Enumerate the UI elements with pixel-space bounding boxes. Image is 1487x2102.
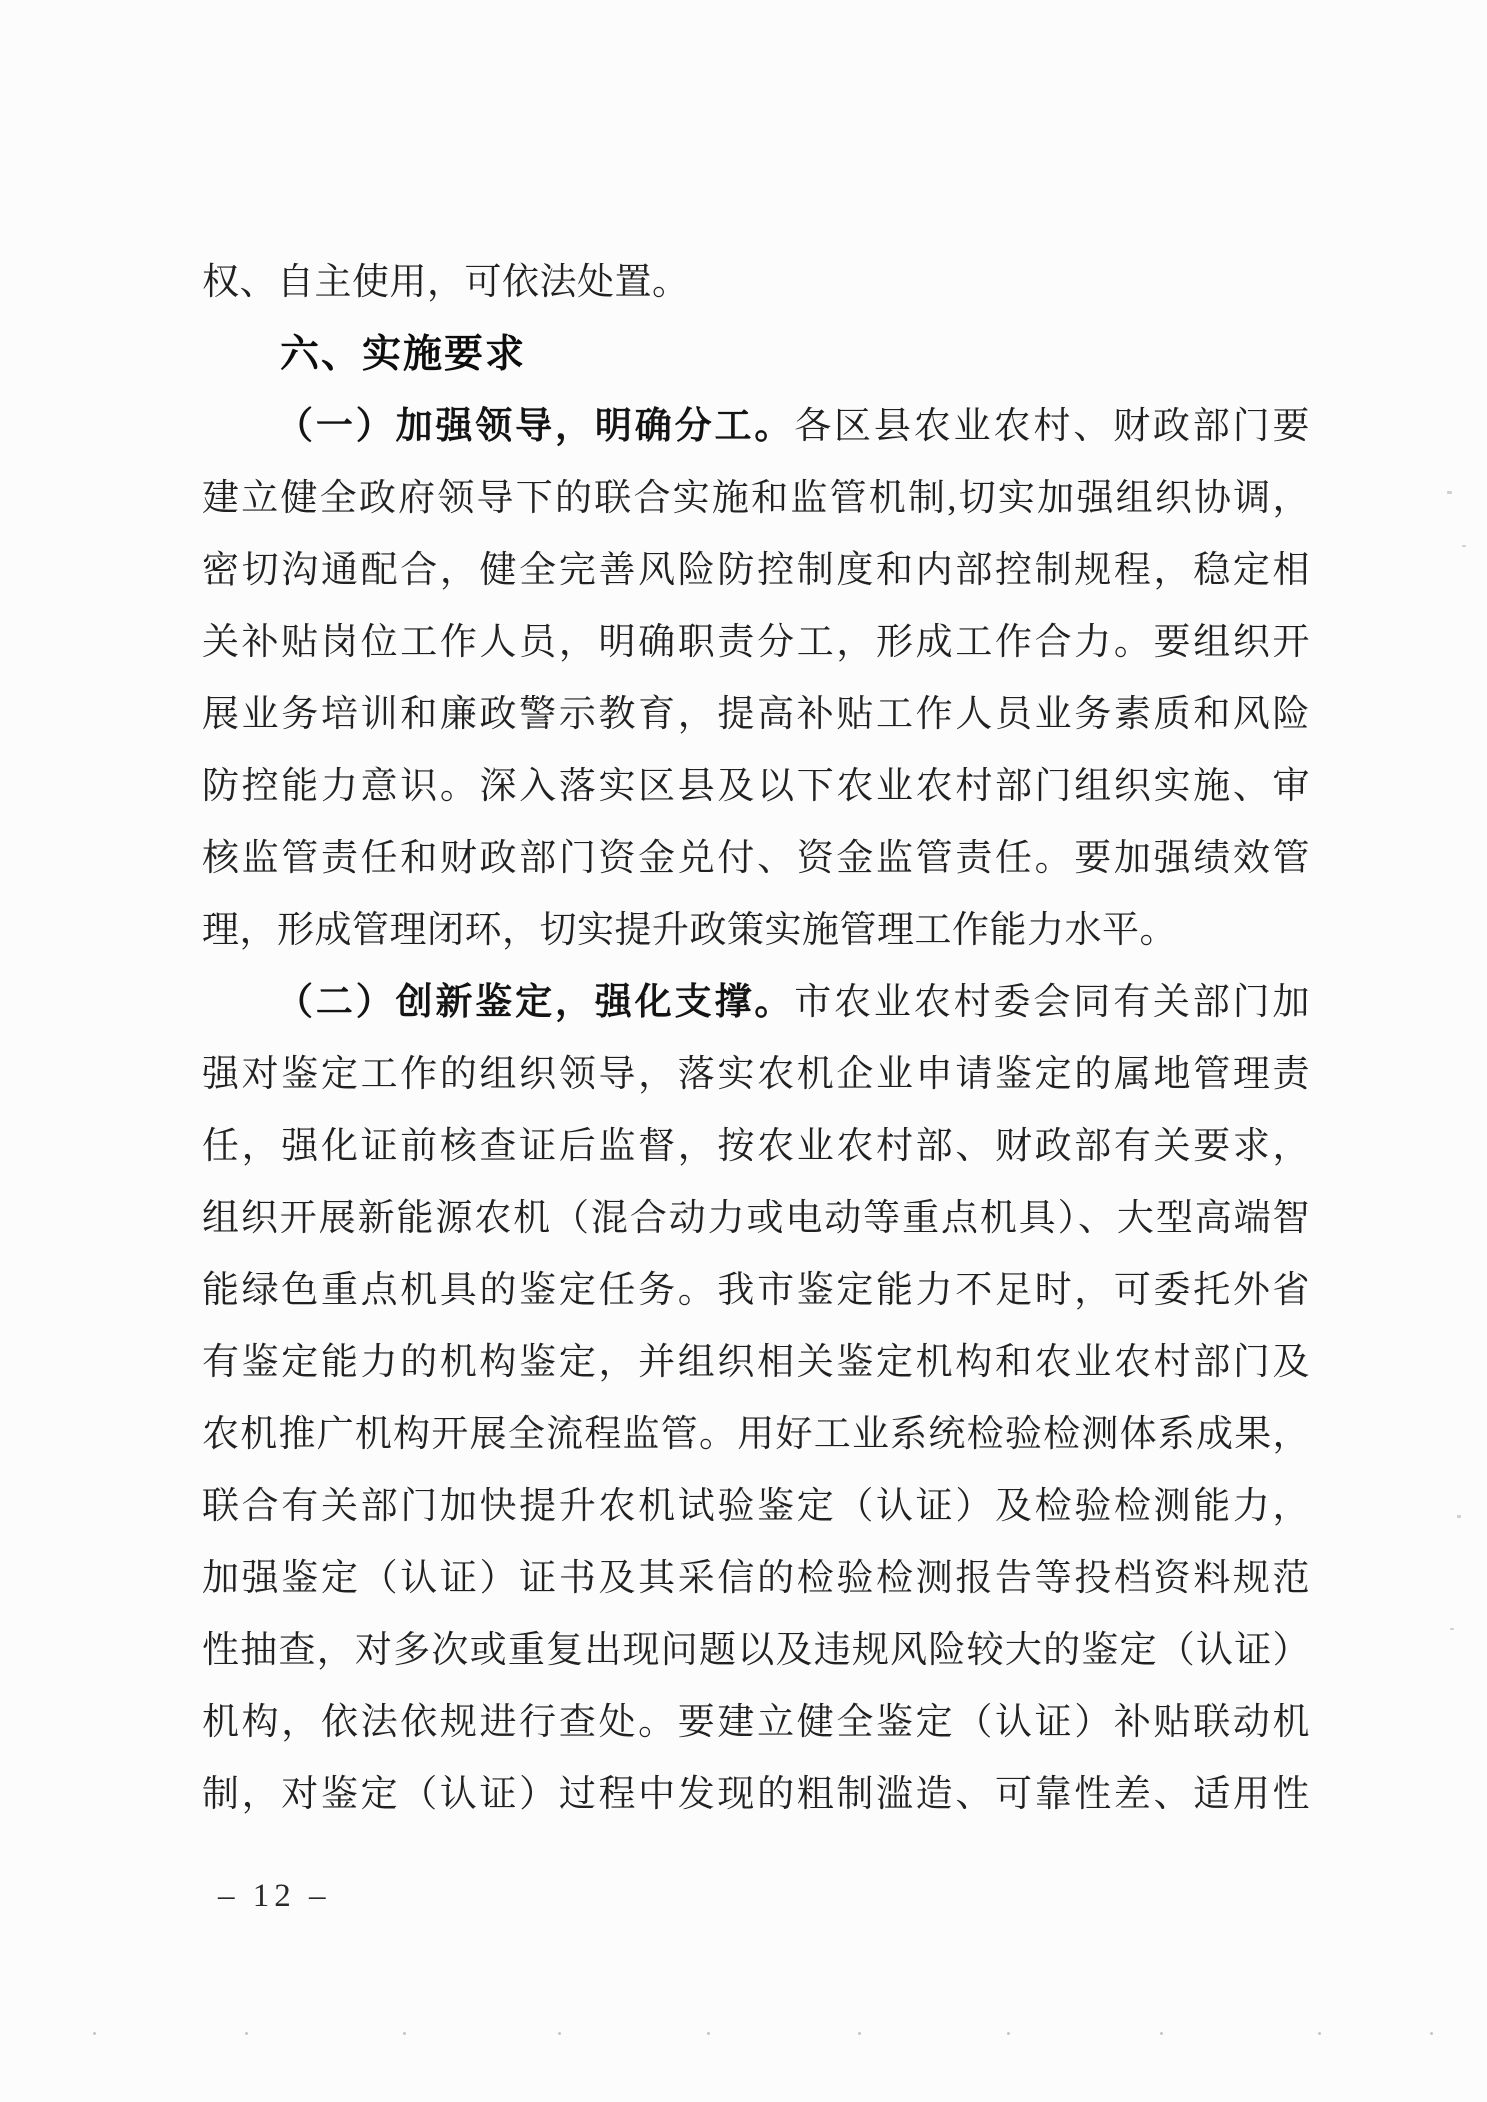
paragraph-lead-rest: 市农业农村委会同有关部门加 xyxy=(794,982,1310,1023)
text-line: 核监管责任和财政部门资金兑付、资金监管责任。要加强绩效管 xyxy=(202,838,1310,879)
scan-dot xyxy=(1430,2032,1433,2035)
text-line: 能绿色重点机具的鉴定任务。我市鉴定能力不足时，可委托外省 xyxy=(202,1270,1310,1311)
text-line: 强对鉴定工作的组织领导，落实农机企业申请鉴定的属地管理责 xyxy=(202,1054,1310,1095)
page-number: – 12 – xyxy=(218,1878,331,1914)
text-line: 防控能力意识。深入落实区县及以下农业农村部门组织实施、审 xyxy=(202,766,1310,807)
scan-dot xyxy=(558,2032,561,2035)
paragraph-lead: （一）加强领导，明确分工。 xyxy=(276,406,795,447)
text-line: 展业务培训和廉政警示教育，提高补贴工作人员业务素质和风险 xyxy=(202,694,1310,735)
paragraph-lead-rest: 各区县农业农村、财政部门要 xyxy=(794,406,1310,447)
text-line: 农机推广机构开展全流程监管。用好工业系统检验检测体系成果， xyxy=(202,1414,1310,1455)
paragraph-start-line xyxy=(202,967,1310,1039)
scan-artifact xyxy=(1447,491,1452,494)
text-line: 机构，依法依规进行查处。要建立健全鉴定（认证）补贴联动机 xyxy=(202,1702,1310,1743)
scan-dot xyxy=(858,2032,861,2035)
text-line: 理，形成管理闭环，切实提升政策实施管理工作能力水平。 xyxy=(202,910,1177,951)
scan-artifact xyxy=(1457,1515,1461,1518)
scan-artifact xyxy=(1462,545,1466,547)
scan-dot xyxy=(1318,2032,1321,2035)
scan-dot xyxy=(93,2032,96,2035)
scan-dot xyxy=(245,2032,248,2035)
text-line: 性抽查，对多次或重复出现问题以及违规风险较大的鉴定（认证） xyxy=(202,1630,1310,1671)
text-line: 关补贴岗位工作人员，明确职责分工，形成工作合力。要组织开 xyxy=(202,622,1310,663)
scan-dot xyxy=(1160,2032,1163,2035)
scan-artifact xyxy=(1450,1628,1454,1630)
scan-dot xyxy=(403,2032,406,2035)
text-line: 联合有关部门加快提升农机试验鉴定（认证）及检验检测能力， xyxy=(202,1486,1310,1527)
scan-dot xyxy=(1007,2032,1010,2035)
scan-dot xyxy=(707,2032,710,2035)
text-line: 密切沟通配合，健全完善风险防控制度和内部控制规程，稳定相 xyxy=(202,550,1310,591)
text-line: 制，对鉴定（认证）过程中发现的粗制滥造、可靠性差、适用性 xyxy=(202,1774,1310,1815)
text-line: 任，强化证前核查证后监督，按农业农村部、财政部有关要求， xyxy=(202,1126,1310,1167)
text-line: 建立健全政府领导下的联合实施和监管机制,切实加强组织协调， xyxy=(202,478,1310,519)
paragraph-lead: （二）创新鉴定，强化支撑。 xyxy=(276,982,795,1023)
text-block xyxy=(202,247,1310,1831)
text-line: 组织开展新能源农机（混合动力或电动等重点机具）、大型高端智 xyxy=(202,1198,1310,1239)
text-line: 加强鉴定（认证）证书及其采信的检验检测报告等投档资料规范 xyxy=(202,1558,1310,1599)
text-line: 有鉴定能力的机构鉴定，并组织相关鉴定机构和农业农村部门及 xyxy=(202,1342,1310,1383)
paragraph-start-line xyxy=(202,391,1310,463)
text-line: 权、自主使用，可依法处置。 xyxy=(202,262,690,303)
section-heading: 六、实施要求 xyxy=(280,333,527,376)
